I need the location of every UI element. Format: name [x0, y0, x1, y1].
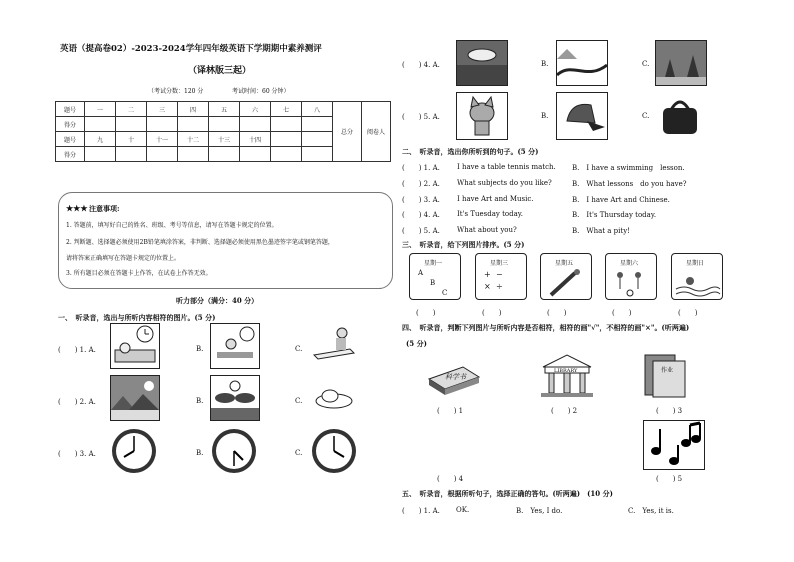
option-b: B. It's Thursday today. [572, 211, 657, 219]
score-cell[interactable] [240, 117, 271, 132]
question-label: ( ) 2. A. [402, 180, 440, 188]
bag-picture[interactable] [655, 92, 705, 138]
section4-heading: 四、 听录音，判断下列图片与所听内容是否相符，相符的画"√"，不相符的画"×"。(听两遍) [402, 323, 690, 332]
score-cell[interactable] [240, 147, 271, 162]
edition-label: （译林版三起） [188, 66, 252, 76]
option-a: What about you? [457, 226, 517, 234]
lake-picture[interactable] [456, 40, 508, 86]
card-day-label: 星期六 [620, 260, 639, 267]
letter-c: C [442, 289, 448, 297]
table-cell: 三 [147, 102, 178, 117]
library-picture[interactable] [537, 353, 597, 398]
score-cell[interactable] [209, 147, 240, 162]
cloud-picture[interactable] [310, 375, 358, 419]
page-title: 英语（提高卷02）-2023-2024学年四年级英语下学期期中素养测评 [60, 44, 322, 54]
table-label: 题号 [56, 132, 85, 147]
table-cell: 十一 [147, 132, 178, 147]
table-cell: 二 [116, 102, 147, 117]
science-book-picture[interactable] [423, 353, 483, 398]
sleeping-child-picture[interactable] [110, 323, 160, 369]
option-b-label: B. [541, 112, 549, 120]
judge-blank[interactable]: ( ) 1 [437, 407, 464, 415]
card-day-label: 星期三 [490, 260, 509, 267]
swimmer-icon [672, 267, 722, 299]
option-b-label: B. [196, 397, 204, 405]
option-c-label: C. [295, 345, 303, 353]
table-cell: 九 [85, 132, 116, 147]
river-picture[interactable] [556, 40, 608, 86]
judge-blank[interactable]: ( ) 4 [437, 475, 464, 483]
wednesday-card[interactable] [475, 253, 527, 300]
notice-item: 2. 判断题、选择题必须使用2B铅笔填涂答案，非判断、选择题必须使用黑色墨迹签字笔或钢笔答题， [66, 239, 334, 246]
judge-blank[interactable]: ( ) 2 [551, 407, 578, 415]
section1-heading: 一、 听录音，选出与所听内容相符的图片。(5 分) [58, 313, 216, 322]
option-c-label: C. [295, 397, 303, 405]
table-cell [271, 147, 302, 162]
cat-picture[interactable] [456, 92, 508, 140]
section4-points: (5 分) [406, 339, 427, 348]
option-c-label: C. [642, 112, 650, 120]
sunday-card[interactable] [671, 253, 723, 300]
table-cell: 十二 [178, 132, 209, 147]
clock-c-picture[interactable] [310, 427, 358, 475]
math-symbol: − [496, 270, 503, 279]
table-cell: 十三 [209, 132, 240, 147]
table-label: 题号 [56, 102, 85, 117]
music-notes-picture[interactable] [643, 420, 705, 470]
question-label: ( ) 3. A. [58, 450, 96, 458]
paintbrush-icon [541, 267, 591, 299]
letter-a: A [418, 269, 424, 277]
option-a: What subjects do you like? [457, 179, 552, 187]
football-players-icon [606, 267, 656, 299]
table-cell: 四 [178, 102, 209, 117]
score-cell[interactable] [85, 147, 116, 162]
table-label: 得分 [56, 117, 85, 132]
math-symbol: ÷ [496, 282, 503, 291]
score-cell[interactable] [209, 117, 240, 132]
letter-b: B [430, 279, 436, 287]
score-cell[interactable] [302, 117, 333, 132]
score-cell[interactable] [116, 147, 147, 162]
clock-a-picture[interactable] [110, 427, 158, 475]
card-day-label: 星期五 [555, 260, 574, 267]
table-cell: 八 [302, 102, 333, 117]
answer-blank[interactable]: ( ) [612, 309, 632, 317]
grader-label: 阅卷人 [362, 102, 391, 162]
option-b: B. What lessons do you have? [572, 180, 687, 188]
table-cell [271, 132, 302, 147]
score-cell[interactable] [85, 117, 116, 132]
card-day-label: 星期日 [686, 260, 705, 267]
notebook-picture[interactable] [643, 353, 689, 398]
score-table [55, 101, 391, 162]
answer-blank[interactable]: ( ) [547, 309, 567, 317]
friday-card[interactable] [540, 253, 592, 300]
saturday-card[interactable] [605, 253, 657, 300]
question-label: ( ) 5. A. [402, 227, 440, 235]
option-c-label: C. [642, 60, 650, 68]
option-c: C. Yes, it is. [628, 507, 674, 515]
table-cell: 十 [116, 132, 147, 147]
cap-picture[interactable] [556, 92, 608, 140]
notice-title: 注意事项: [89, 204, 120, 213]
score-cell[interactable] [271, 117, 302, 132]
math-symbol: + [484, 270, 491, 279]
question-label: ( ) 4. A. [402, 211, 440, 219]
score-cell[interactable] [147, 117, 178, 132]
breakfast-picture[interactable] [210, 323, 260, 369]
option-b: B. Yes, I do. [516, 507, 563, 515]
total-label: 总分 [333, 102, 362, 162]
answer-blank[interactable]: ( ) [678, 309, 698, 317]
option-b-label: B. [196, 449, 204, 457]
notebook-cover-text: 作业 [661, 367, 674, 374]
table-cell: 十四 [240, 132, 271, 147]
score-cell[interactable] [147, 147, 178, 162]
score-info: （考试分数：120 分 [148, 88, 204, 95]
table-label: 得分 [56, 147, 85, 162]
study-desk-picture[interactable] [310, 323, 358, 367]
option-c-label: C. [295, 449, 303, 457]
notice-item: 1. 答题前，填写好自己的姓名、班级、考号等信息，请写在答题卡规定的位置。 [66, 222, 278, 229]
question-label: ( ) 3. A. [402, 196, 440, 204]
section5-heading: 五、 听录音，根据所听句子，选择正确的答句。(听两遍) (10 分) [402, 489, 613, 498]
library-sign-text: LIBRARY [554, 368, 578, 374]
section3-heading: 三、 听录音，给下列图片排序。(5 分) [402, 240, 525, 249]
option-a: I have Art and Music. [457, 195, 534, 203]
table-cell: 七 [271, 102, 302, 117]
notice-stars: ★★★ [66, 203, 88, 213]
option-b-label: B. [196, 345, 204, 353]
option-a: It's Tuesday today. [457, 210, 523, 218]
monday-card[interactable] [409, 253, 461, 300]
clock-b-picture[interactable] [210, 427, 258, 475]
score-cell[interactable] [116, 117, 147, 132]
option-b-label: B. [541, 60, 549, 68]
option-b: B. I have Art and Chinese. [572, 196, 670, 204]
option-a: I have a table tennis match. [457, 163, 556, 171]
notice-item: 请将答案正确填写在答题卡规定的位置上。 [66, 255, 181, 262]
question-label: ( ) 4. A. [402, 61, 440, 69]
option-b: B. What a pity! [572, 227, 630, 235]
table-cell: 五 [209, 102, 240, 117]
judge-blank[interactable]: ( ) 3 [656, 407, 683, 415]
time-info: 考试时间：60 分钟） [232, 88, 290, 95]
listening-header: 听力部分（满分：40 分） [176, 296, 259, 305]
answer-blank[interactable]: ( ) [416, 309, 436, 317]
table-cell: 六 [240, 102, 271, 117]
option-b: B. I have a swimming lesson. [572, 164, 685, 172]
score-cell[interactable] [178, 147, 209, 162]
section2-heading: 二、 听录音，选出你所听到的句子。(5 分) [402, 147, 539, 156]
table-cell: 一 [85, 102, 116, 117]
question-label: ( ) 1. A. [402, 507, 440, 515]
option-a: OK. [456, 506, 470, 514]
question-label: ( ) 1. A. [58, 346, 96, 354]
table-cell [302, 132, 333, 147]
night-mountain-picture[interactable] [110, 375, 160, 421]
answer-blank[interactable]: ( ) [482, 309, 502, 317]
question-label: ( ) 1. A. [402, 164, 440, 172]
notice-item: 3. 所有题目必须在答题卡上作答，在试卷上作答无效。 [66, 270, 212, 277]
judge-blank[interactable]: ( ) 5 [656, 475, 683, 483]
table-cell [302, 147, 333, 162]
score-cell[interactable] [178, 117, 209, 132]
forest-picture[interactable] [655, 40, 707, 86]
question-label: ( ) 2. A. [58, 398, 96, 406]
question-label: ( ) 5. A. [402, 113, 440, 121]
card-day-label: 星期一 [424, 260, 443, 267]
book-cover-text: 科学书 [445, 373, 466, 381]
math-symbol: × [484, 282, 491, 291]
rain-picture[interactable] [210, 375, 260, 421]
